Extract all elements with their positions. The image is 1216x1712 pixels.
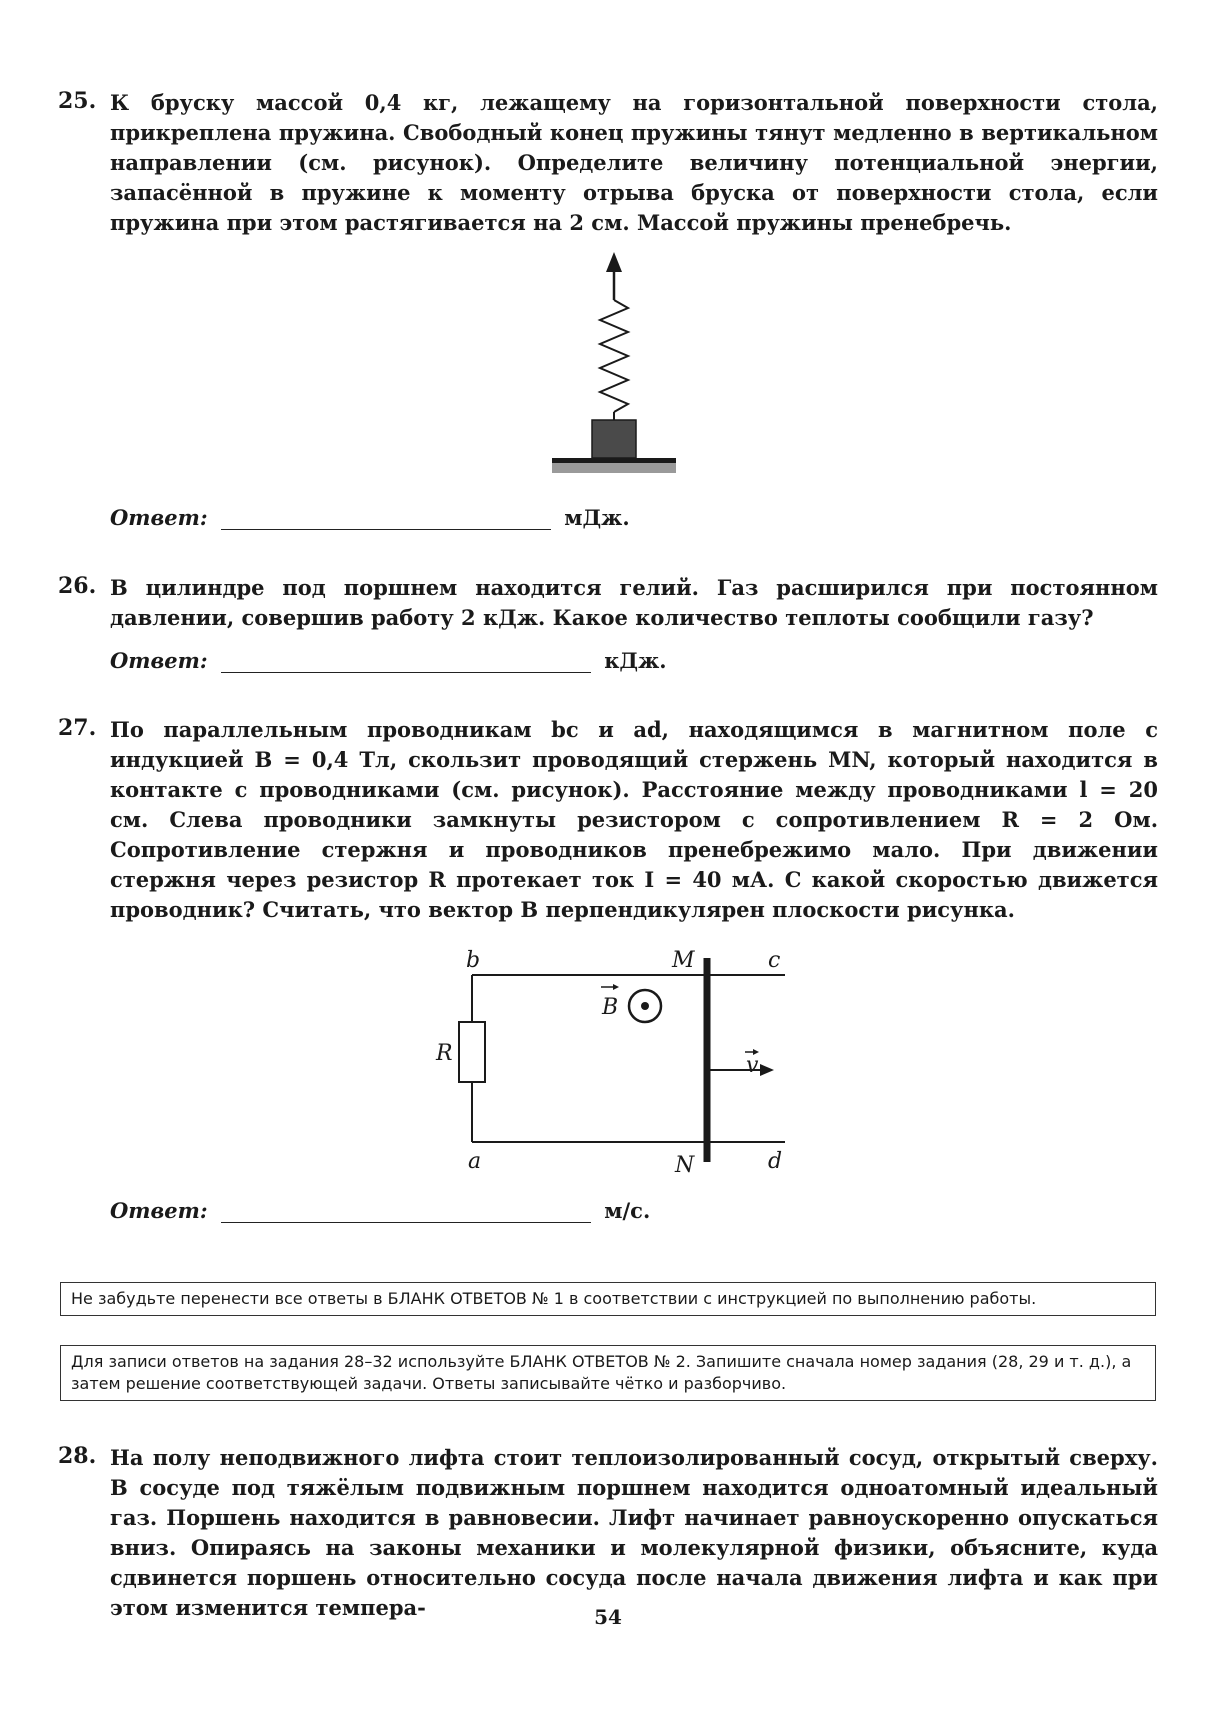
answer-unit: мДж. — [564, 505, 630, 530]
notice-blank-1: Не забудьте перенести все ответы в БЛАНК ОТВЕТОВ № 1 в соответствии с инструкцией по выполнению работы. — [60, 1282, 1156, 1316]
task-27 — [58, 715, 1158, 925]
label-b: b — [466, 948, 481, 973]
answer-field[interactable] — [221, 1198, 591, 1223]
label-B: B — [602, 995, 619, 1020]
label-d: d — [768, 1149, 783, 1174]
task-25 — [58, 88, 1158, 238]
answer-label: Ответ: — [110, 505, 208, 530]
task-number: 26. — [58, 573, 97, 599]
task-text: На полу неподвижного лифта стоит теплоизолированный сосуд, открытый сверху. В сосуде под тяжёлым подвижным поршнем находится одноатомный идеальный газ. Поршень находится в равновесии. Лифт начинает равноускоренно опускаться вниз. Опираясь на законы механики и молекулярной физики, объясните, куда сдвинется поршень относительно сосуда после начала движения лифта и как при этом изменится темпера- — [110, 1445, 1158, 1620]
task-text: В цилиндре под поршнем находится гелий. Газ расширился при постоянном давлении, совершив работу 2 кДж. Какое количество теплоты сообщили газу? — [110, 575, 1158, 630]
task-26 — [58, 573, 1158, 633]
answer-field[interactable] — [221, 648, 591, 673]
answer-unit: м/с. — [604, 1198, 651, 1223]
task-text: К бруску массой 0,4 кг, лежащему на горизонтальной поверхности стола, прикреплена пружина. Свободный конец пружины тянут медленно в вертикальном направлении (см. рисунок). Определите величину потенциальной энергии, запасённой в пружине к моменту отрыва бруска от поверхности стола, если пружина при этом растягивается на 2 см. Массой пружины пренебречь. — [110, 90, 1158, 235]
page-number: 54 — [594, 1605, 622, 1629]
label-N: N — [675, 1153, 695, 1178]
spring-figure — [540, 250, 680, 475]
task-number: 27. — [58, 715, 97, 741]
answer-25 — [110, 505, 630, 530]
answer-label: Ответ: — [110, 648, 208, 673]
label-R: R — [436, 1041, 453, 1066]
answer-27 — [110, 1198, 650, 1223]
answer-26 — [110, 648, 667, 673]
label-a: a — [468, 1149, 482, 1174]
label-v: v — [746, 1053, 759, 1078]
answer-field[interactable] — [221, 505, 551, 530]
task-number: 28. — [58, 1443, 97, 1469]
answer-unit: кДж. — [604, 648, 667, 673]
label-M: M — [672, 948, 695, 973]
label-c: c — [768, 948, 781, 973]
circuit-figure — [420, 940, 800, 1180]
answer-label: Ответ: — [110, 1198, 208, 1223]
task-number: 25. — [58, 88, 97, 114]
notice-blank-2: Для записи ответов на задания 28–32 используйте БЛАНК ОТВЕТОВ № 2. Запишите сначала номер задания (28, 29 и т. д.), а затем решение соответствующей задачи. Ответы записывайте чётко и разборчиво. — [60, 1345, 1156, 1401]
task-text: По параллельным проводникам bc и ad, находящимся в магнитном поле с индукцией B = 0,4 Тл, скользит проводящий стержень MN, который находится в контакте с проводниками (см. рисунок). Расстояние между проводниками l = 20 см. Слева проводники замкнуты резистором с сопротивлением R = 2 Ом. Сопротивление стержня и проводников пренебрежимо мало. При движении стержня через резистор R протекает ток I = 40 мА. С какой скоростью движется проводник? Считать, что вектор B перпендикулярен плоскости рисунка. — [110, 717, 1158, 922]
task-28 — [58, 1443, 1158, 1623]
